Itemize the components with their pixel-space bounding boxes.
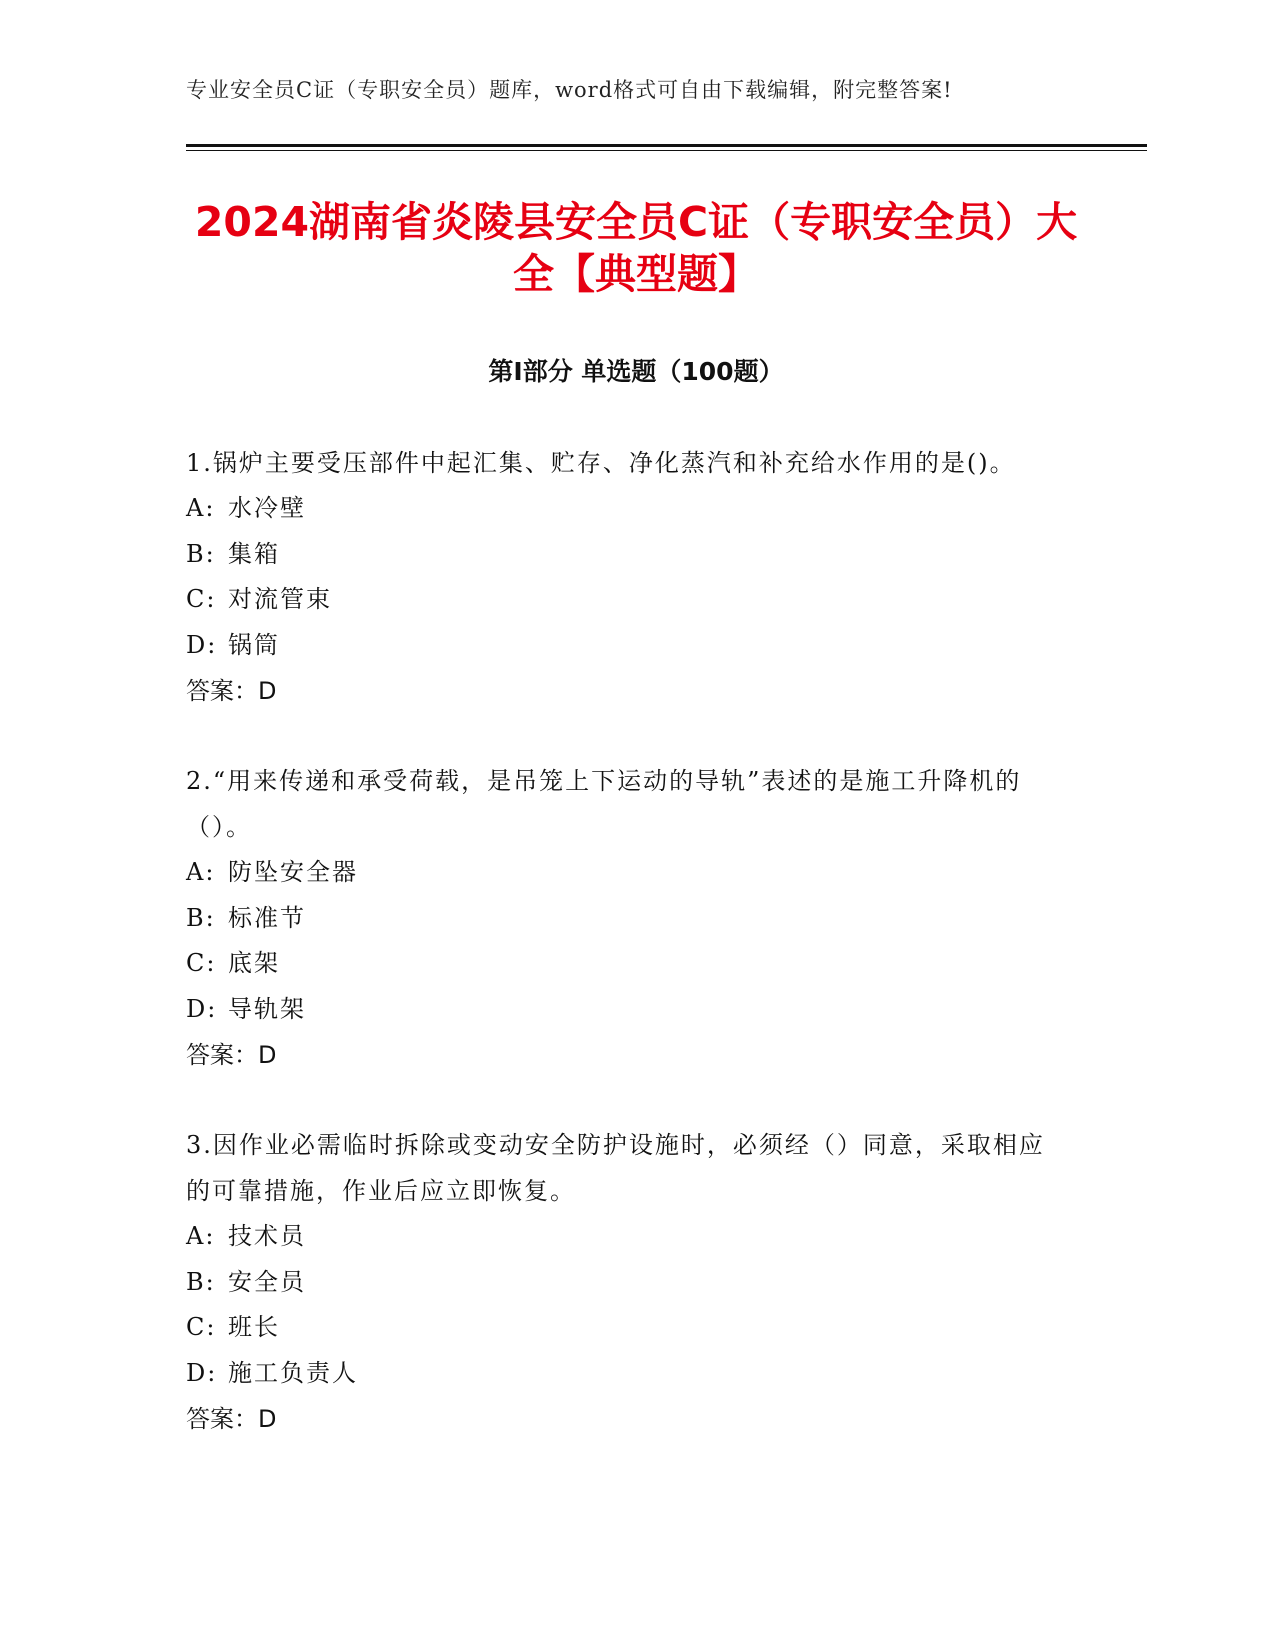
option-text: 班长 <box>228 1313 280 1341</box>
option-c <box>186 1305 1066 1351</box>
question-1 <box>186 440 1066 714</box>
option-text: 安全员 <box>228 1267 306 1296</box>
option-c <box>186 941 1066 987</box>
option-d <box>186 623 1066 669</box>
option-key: C: <box>186 1313 217 1341</box>
option-text: 水冷壁 <box>228 494 306 522</box>
question-2 <box>186 758 1066 1078</box>
option-text: 底架 <box>228 949 280 977</box>
section-title: 第I部分 单选题（100题） <box>488 357 784 386</box>
option-key: A: <box>186 858 216 886</box>
option-key: D: <box>186 1358 218 1387</box>
option-key: C: <box>186 585 217 613</box>
option-key: B: <box>186 903 216 932</box>
option-d <box>186 1351 1066 1397</box>
option-b <box>186 1260 1066 1306</box>
option-text: 对流管束 <box>228 585 332 613</box>
option-key: A: <box>186 494 216 522</box>
answer-label: 答案：D <box>186 1405 277 1433</box>
question-3 <box>186 1122 1066 1442</box>
option-b <box>186 532 1066 578</box>
option-key: B: <box>186 1267 216 1296</box>
option-text: 技术员 <box>228 1222 306 1250</box>
header-note: 专业安全员C证（专职安全员）题库，word格式可自由下载编辑，附完整答案! <box>186 78 953 102</box>
option-c <box>186 577 1066 623</box>
question-stem: 1.锅炉主要受压部件中起汇集、贮存、净化蒸汽和补充给水作用的是()。 <box>186 449 1016 477</box>
option-text: 防坠安全器 <box>228 858 358 886</box>
option-key: A: <box>186 1222 216 1250</box>
option-a <box>186 1214 1066 1260</box>
option-d <box>186 987 1066 1033</box>
option-key: D: <box>186 994 218 1023</box>
answer-label: 答案：D <box>186 1041 277 1069</box>
question-list <box>186 440 1066 1486</box>
header-divider <box>186 144 1147 147</box>
option-a <box>186 486 1066 532</box>
option-key: D: <box>186 630 218 659</box>
option-key: B: <box>186 539 216 568</box>
option-text: 标准节 <box>228 903 306 932</box>
header-divider-thin <box>186 150 1147 151</box>
question-stem: 3.因作业必需临时拆除或变动安全防护设施时，必须经（）同意，采取相应的可靠措施，作业后应立即恢复。 <box>186 1131 1045 1205</box>
option-b <box>186 896 1066 942</box>
option-a <box>186 850 1066 896</box>
option-text: 锅筒 <box>228 630 280 659</box>
option-key: C: <box>186 949 217 977</box>
option-text: 集箱 <box>228 539 280 568</box>
question-stem: 2.“用来传递和承受荷载，是吊笼上下运动的导轨”表述的是施工升降机的（）。 <box>186 767 1022 841</box>
option-text: 施工负责人 <box>228 1358 358 1387</box>
answer-label: 答案：D <box>186 677 277 705</box>
document-title: 2024湖南省炎陵县安全员C证（专职安全员）大全【典型题】 <box>194 198 1078 298</box>
option-text: 导轨架 <box>228 994 306 1023</box>
